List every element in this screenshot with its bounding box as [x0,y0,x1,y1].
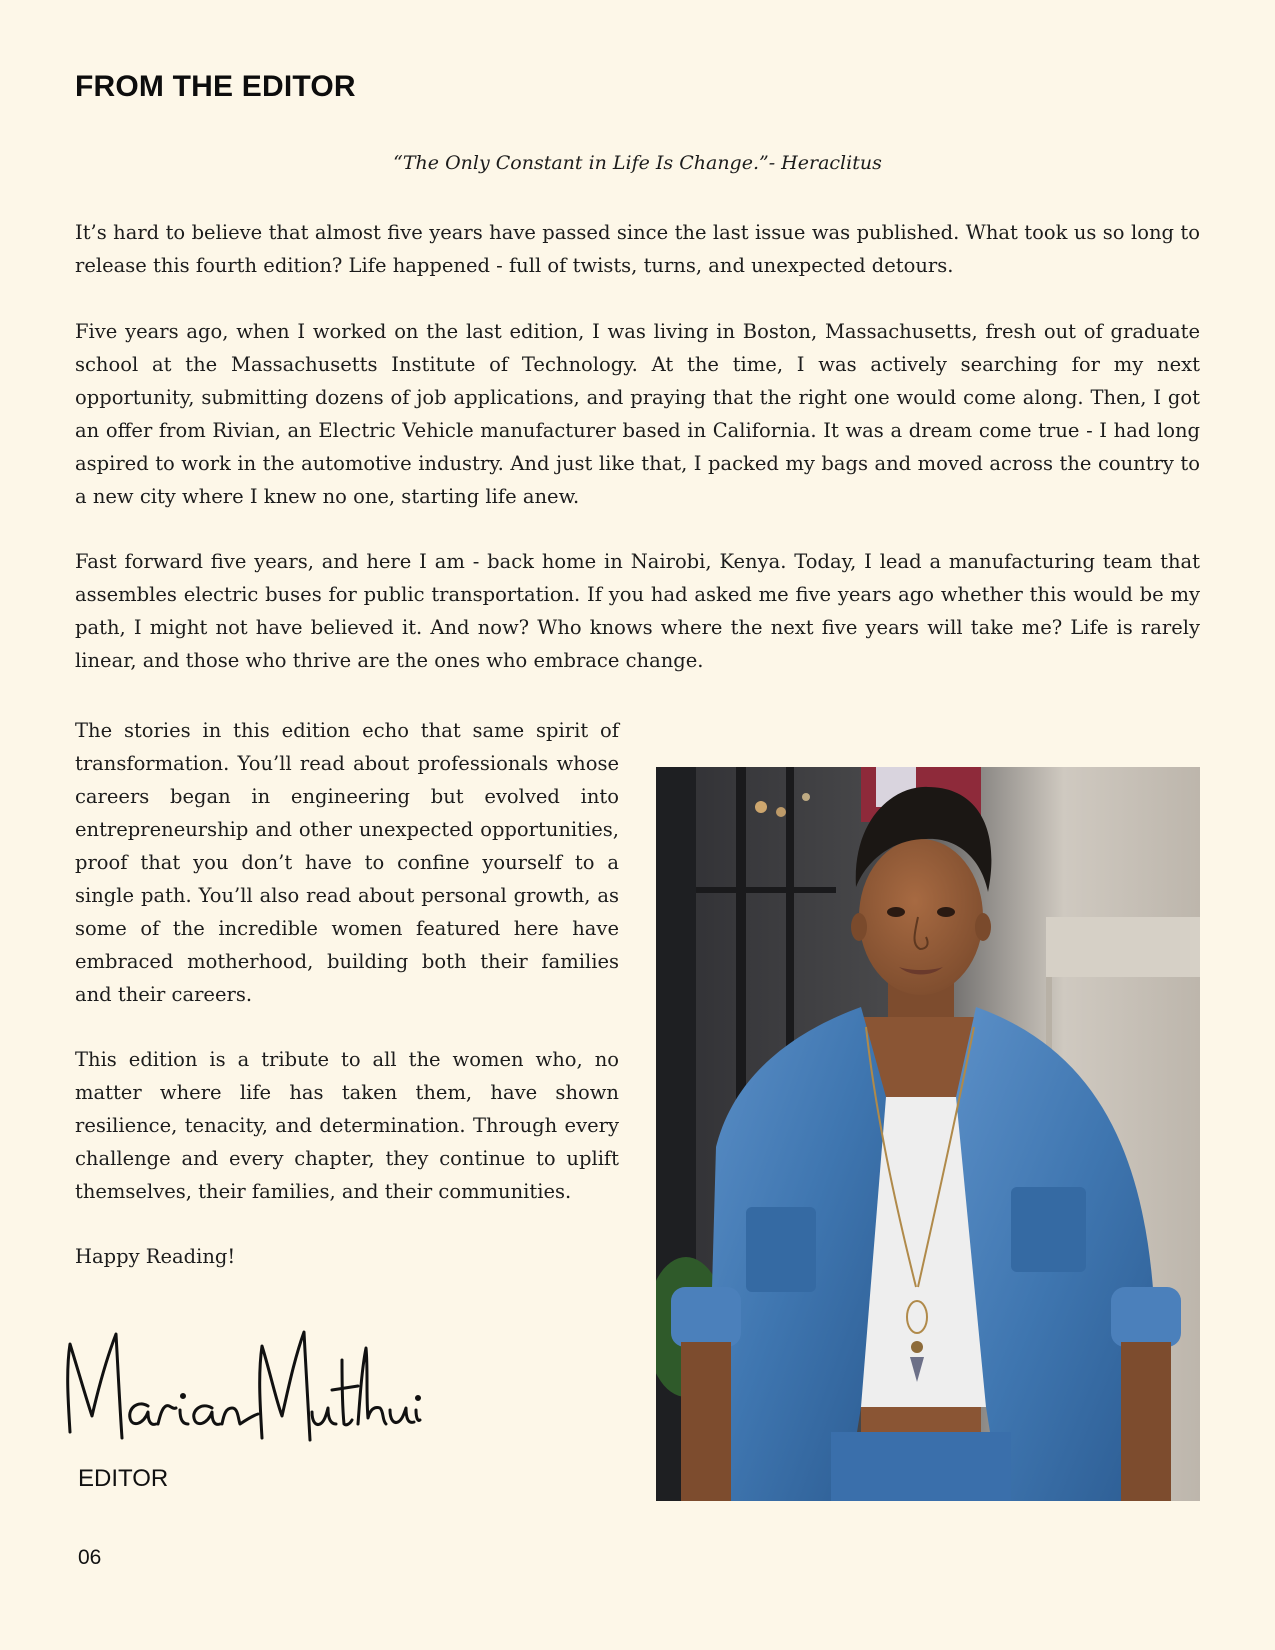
paragraph-nairobi: Fast forward five years, and here I am - back home in Nairobi, Kenya. Today, I lead a manufacturing team that assembles electric buses for public transportation. If you had asked me five years ago whether this would be my path, I might not have believed it. And now? Who knows where the next five years will take me? Life is rarely linear, and those who thrive are the ones who embrace change. [75,550,1200,672]
paragraph-stories: The stories in this edition echo that same spirit of transformation. You’ll read about professionals whose careers began in engineering but evolved into entrepreneurship and other unexpected opportunities, proof that you don’t have to confine yourself to a single path. You’ll also read about personal growth, as some of the incredible women featured here have embraced motherhood, building both their families and their careers. [75,719,619,1006]
page-number: 06 [78,1546,102,1569]
paragraph-intro: It’s hard to believe that almost five years have passed since the last issue was published. What took us so long to release this fourth edition? Life happened - full of twists, turns, and unexpected detours. [75,221,1200,277]
page-title: FROM THE EDITOR [75,70,356,103]
paragraph-tribute: This edition is a tribute to all the women who, no matter where life has taken them, have shown resilience, tenacity, and determination. Through every challenge and every chapter, they continue to uplift themselves, their families, and their communities. [75,1048,619,1203]
editor-portrait-photo [656,767,1200,1501]
editor-signature [62,1320,422,1450]
editor-role: EDITOR [78,1465,169,1492]
epigraph-quote: “The Only Constant in Life Is Change.”- Heraclitus [393,152,882,174]
paragraph-boston: Five years ago, when I worked on the last edition, I was living in Boston, Massachusetts, fresh out of graduate school at the Massachusetts Institute of Technology. At the time, I was actively searching for my next opportunity, submitting dozens of job applications, and praying that the right one would come along. Then, I got an offer from Rivian, an Electric Vehicle manufacturer based in California. It was a dream come true - I had long aspired to work in the automotive industry. And just like that, I packed my bags and moved across the country to a new city where I knew no one, starting life anew. [75,320,1200,508]
closing-line: Happy Reading! [75,1245,236,1268]
